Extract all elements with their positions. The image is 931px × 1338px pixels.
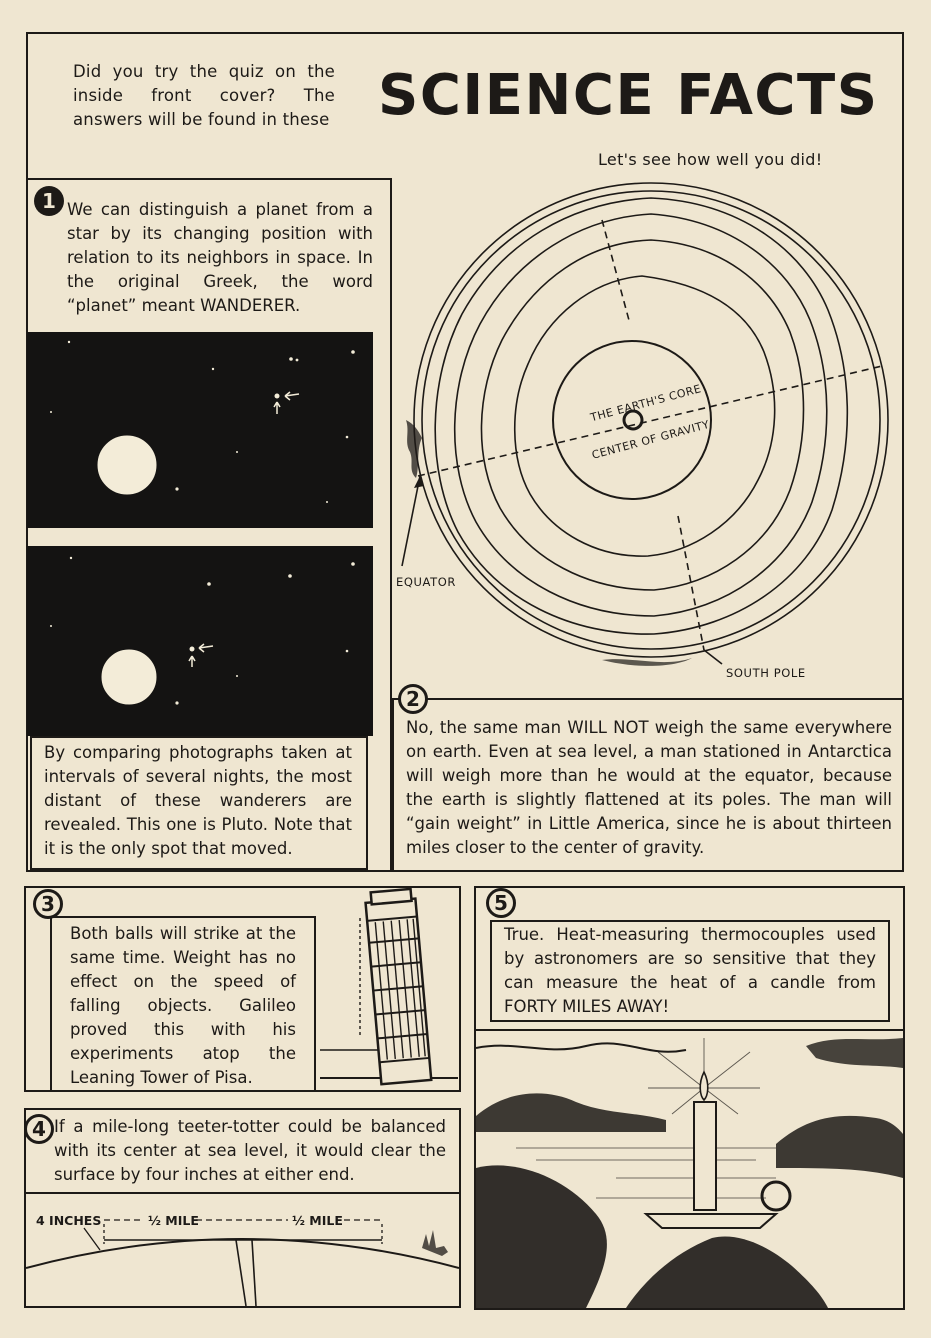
earth-cross-section-diagram: [392, 180, 902, 700]
fact5-number-badge: 5: [486, 888, 516, 918]
intro-text: Did you try the quiz on the inside front cover? The answers will be found in these: [73, 62, 335, 129]
star-photo-2: [27, 546, 373, 736]
page-subtitle: Let's see how well you did!: [598, 150, 823, 169]
fact1-text: We can distinguish a planet from a star by its changing position with relation to its neighbors in space. In the original Greek, the word “planet” meant WANDERER.: [67, 200, 373, 315]
fact4-number-badge: 4: [24, 1114, 54, 1144]
fact2-text: No, the same man WILL NOT weigh the same everywhere on earth. Even at sea level, a man stationed in Antarctica will weigh more than he would at the equator, because the earth is slightly flattened at its poles. The man will “gain weight” in Little America, since he is about thirteen miles closer to the center of gravity.: [406, 718, 892, 857]
south-pole-label: SOUTH POLE: [726, 666, 806, 680]
fact1-number-badge: 1: [34, 186, 64, 216]
equator-label: EQUATOR: [396, 575, 456, 589]
half-mile-right-label: ½ MILE: [292, 1213, 343, 1228]
half-mile-left-label: ½ MILE: [148, 1213, 199, 1228]
star-field-2: [27, 546, 373, 736]
fact3-text: Both balls will strike at the same time. Weight has no effect on the speed of falling objects. Galileo proved this with his experiments atop the Leaning Tower of Pisa.: [70, 924, 296, 1087]
leaning-tower-of-pisa-illustration: [320, 888, 458, 1088]
fact4-text: If a mile-long teeter-totter could be balanced with its center at sea level, it would clear the surface by four inches at either end.: [54, 1117, 446, 1184]
star-field-1: [27, 332, 373, 528]
fact3-number-badge: 3: [33, 889, 63, 919]
fact4-text-box: [24, 1108, 461, 1194]
page-title: SCIENCE FACTS: [378, 63, 879, 128]
candle-landscape-illustration: [476, 1028, 903, 1308]
fact5-text: True. Heat-measuring thermocouples used by astronomers are so sensitive that they can measure the heat of a candle from FORTY MILES AWAY!: [504, 925, 876, 1016]
teeter-totter-diagram: [26, 1196, 459, 1306]
center-of-gravity-label: CENTER OF GRAVITY: [590, 417, 712, 462]
star-photo-1: [27, 332, 373, 528]
fact1-caption: By comparing photographs taken at intervals of several nights, the most distant of these wanderers are revealed. This one is Pluto. Note that it is the only spot that moved.: [44, 743, 352, 858]
earth-core-label: THE EARTH'S CORE: [589, 382, 703, 425]
four-inches-label: 4 INCHES: [36, 1213, 102, 1228]
fact2-number-badge: 2: [398, 684, 428, 714]
